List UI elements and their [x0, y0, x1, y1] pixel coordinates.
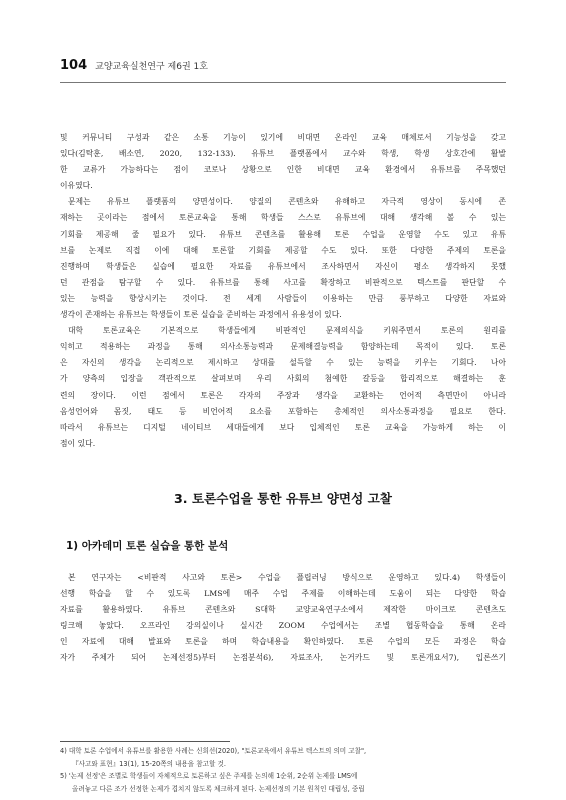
text-line: 점이 있다. — [60, 438, 96, 448]
text-line: 따라서 유튜브는 디지털 네이티브 세대들에게 보다 입체적인 토론 교육을 가능하게 하는 이 — [60, 422, 506, 432]
text-line: 및 커뮤니티 구성과 같은 소통 기능이 있기에 비대면 온라인 교육 매체로서 기능성을 갖고 — [60, 133, 506, 142]
text-line: 음성언어와 몸짓, 태도 등 비언어적 요소를 포함하는 총체적인 의사소통과정을 필요로 한다. — [60, 406, 506, 416]
text-line: 익히고 적용하는 과정을 통해 의사소통능력과 문제해결능력을 함양하는데 목적이 있다. 토론 — [60, 342, 506, 352]
text-line: 던 관점을 탐구할 수 있다. 유튜브를 통해 사고를 확장하고 비판적으로 텍스트를 판단할 수 — [60, 277, 506, 287]
text-line: 련의 장이다. 이런 점에서 토론은 각자의 주장과 생각을 교환하는 언어적 측면만이 아니라 — [60, 390, 506, 400]
footnote-divider — [60, 741, 230, 742]
text-line: 있다(김탁훈, 배소연, 2020, 132-133). 유튜브 플랫폼에서 교수와 학생, 학생 상호간에 활발 — [60, 149, 506, 159]
footnotes — [60, 745, 506, 795]
text-line: 한 교류가 가능하다는 점이 코로나 상황으로 인한 비대면 교육 환경에서 유튜브를 주목했던 — [60, 165, 506, 175]
subsection-title: 1) 아카데미 토론 실습을 통한 분석 — [66, 540, 229, 552]
text-line: 링크해 놓았다. 오프라인 강의실이나 실시간 ZOOM 수업에서는 조별 협동학습을 통해 온라 — [60, 621, 506, 631]
footnote-line: 『사고와 표현』13(1), 15-20쪽의 내용을 참고할 것. — [72, 759, 226, 768]
text-line: 자가 주체가 되어 논제선정5)부터 논점분석6), 자료조사, 논거카드 및 토론개요서7), 입론쓰기 — [60, 653, 506, 663]
header-divider — [60, 82, 506, 83]
text-line: 자료를 활용하였다. 유튜브 콘텐츠와 S대학 교양교육연구소에서 제작한 마이크로 콘텐츠도 — [60, 605, 506, 615]
text-line: 인 자료에 대해 발표와 토론을 하며 학습내용을 확인하였다. 토론 수업의 모든 과정은 학습 — [60, 637, 506, 647]
text-line: 있는 능력을 향상시키는 것이다. 전 세계 사람들이 이용하는 만큼 풍부하고 다양한 자료와 — [60, 293, 506, 303]
text-line: 재하는 곳이라는 점에서 토론교육을 통해 학생들 스스로 유튜브에 대해 생각해 볼 수 있는 — [60, 213, 506, 223]
text-line: 생각이 존재하는 유튜브는 학생들이 토론 실습을 준비하는 과정에서 유용성이 있다. — [60, 310, 342, 320]
text-line: 가 양측의 입장을 객관적으로 살펴보며 우리 사회의 첨예한 갈등을 합리적으로 해결하는 훈 — [60, 374, 506, 384]
text-line: 대학 토론교육은 기본적으로 학생들에게 비판적인 문제의식을 키워주면서 토론의 원리를 — [68, 326, 506, 336]
page-number: 104 — [60, 58, 88, 73]
footnote-line: 5) '논제 선정'은 조별로 학생들이 자체적으로 토론하고 싶은 주제를 논의해 1순위, 2순위 논제를 LMS에 — [60, 772, 358, 780]
text-line: 기회를 제공해 줄 필요가 있다. 유튜브 콘텐츠를 활용해 토론 수업을 운영할 수도 있고 유튜 — [60, 229, 506, 239]
body-text-bottom — [60, 570, 506, 667]
text-line: 은 자신의 생각을 논리적으로 제시하고 상대를 설득할 수 있는 능력을 키우는 기회다. 나아 — [60, 358, 506, 368]
footnote-line: 올려놓고 다른 조가 선정한 논제가 겹치지 않도록 체크하게 된다. 논제선정의 기본 원칙인 대립성, 중립 — [72, 784, 365, 793]
text-line: 본 연구자는 <비판적 사고와 토론> 수업을 플립러닝 방식으로 운영하고 있다.4) 학생들이 — [68, 573, 506, 582]
text-line: 이유였다. — [60, 181, 93, 191]
body-text-top — [60, 130, 506, 452]
text-line: 선행 학습을 할 수 있도록 LMS에 매주 수업 주제를 이해하는데 도움이 되는 다양한 학습 — [60, 589, 506, 599]
footnote-line: 4) 대학 토론 수업에서 유튜브를 활용한 사례는 신희선(2020), "토론교육에서 유튜브 텍스트의 의미 고찰", — [60, 747, 367, 755]
text-line: 브를 논제로 직접 이에 대해 토론할 기회를 제공할 수도 있다. 또한 다양한 주제의 토론을 — [60, 245, 506, 255]
journal-title: 교양교육실천연구 제6권 1호 — [95, 62, 208, 72]
running-header — [60, 58, 208, 82]
text-line: 진행하며 학생들은 실습에 필요한 자료를 유튜브에서 조사하면서 자신이 평소 생각하지 못했 — [60, 261, 506, 271]
text-line: 문제는 유튜브 플랫폼의 양면성이다. 양질의 콘텐츠와 유해하고 자극적 영상이 동시에 존 — [68, 197, 506, 207]
section-title: 3. 토론수업을 통한 유튜브 양면성 고찰 — [174, 491, 392, 506]
